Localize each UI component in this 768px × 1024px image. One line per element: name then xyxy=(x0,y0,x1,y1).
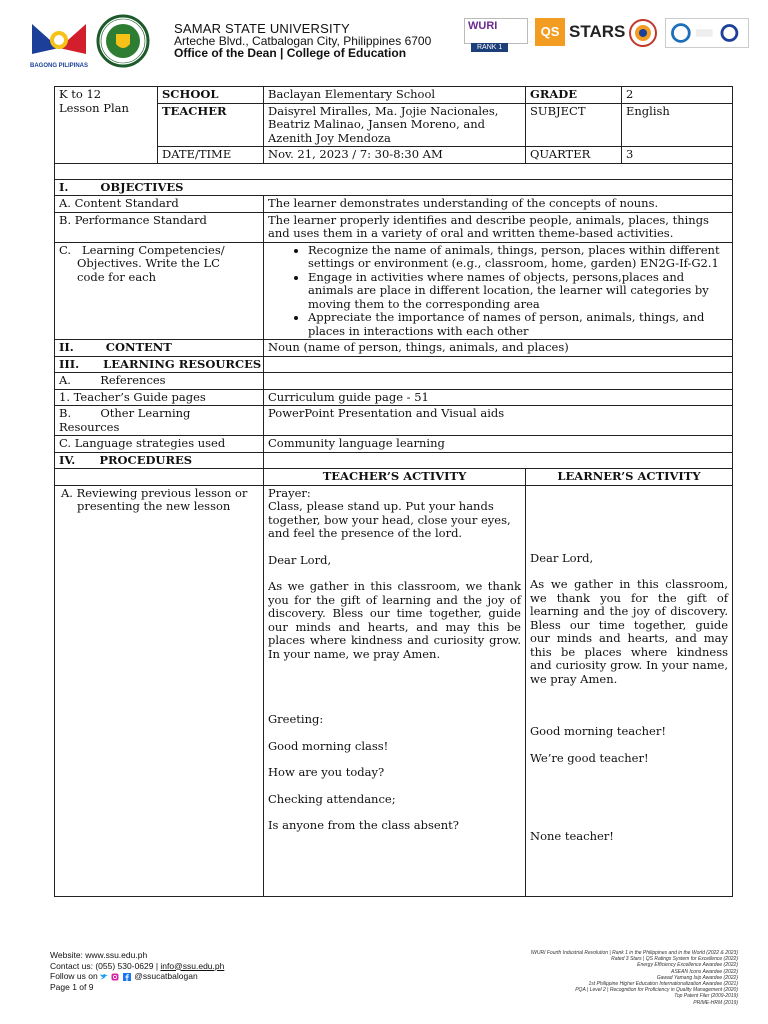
table-row xyxy=(55,485,733,896)
other-resources-label-line1: B. Other Learning xyxy=(59,406,191,420)
qs-stars-text: STARS xyxy=(569,22,626,41)
footer-follow: Follow us on xyxy=(50,971,98,981)
footer-handle[interactable]: @ssucatbalogan xyxy=(134,971,198,981)
instagram-icon[interactable] xyxy=(111,973,119,981)
step-a-label xyxy=(55,485,264,896)
list-item: • Engage in activities where names of objects, persons,places and animals are place in different location, the learner will categories by moving them to the corresponding area xyxy=(308,271,728,312)
wuri-logo: WURI xyxy=(468,20,498,32)
greeting-label: Greeting: xyxy=(268,712,324,726)
table-row xyxy=(55,242,733,340)
qs-logo: QS xyxy=(535,18,565,46)
award-seal-icon xyxy=(625,18,661,48)
table-row xyxy=(55,469,733,486)
references-label: A. References xyxy=(55,373,264,390)
table-row xyxy=(55,389,733,406)
list-item: • Appreciate the importance of names of person, animals, things, and places in interactions with each other xyxy=(308,311,728,338)
table-row xyxy=(55,212,733,242)
wuri-rank: RANK 1 xyxy=(471,43,508,52)
other-resources-label-line2: Resources xyxy=(59,419,120,434)
letterhead xyxy=(0,0,768,80)
footer-contact-line xyxy=(50,961,224,972)
qs-stars-badge xyxy=(535,18,626,46)
teachers-guide-value: Curriculum guide page - 51 xyxy=(264,389,733,406)
footer-email-link[interactable]: info@ssu.edu.ph xyxy=(160,960,225,971)
competencies-label-line2: Objectives. Write the LC xyxy=(77,256,220,270)
footer-phone: Contact us: (055) 530-0629 | xyxy=(50,960,161,971)
quarter-value: 3 xyxy=(622,147,733,164)
prayer-label: Prayer: xyxy=(268,485,311,500)
content-standard-value: The learner demonstrates understanding of the concepts of nouns. xyxy=(264,196,733,213)
resources-heading: III. LEARNING RESOURCES xyxy=(55,356,264,373)
office-name: Office of the Dean | College of Education xyxy=(174,46,407,60)
teacher-dear-lord: Dear Lord, xyxy=(268,552,332,567)
footer-contact xyxy=(50,950,224,992)
procedures-heading: IV. PROCEDURES xyxy=(55,452,264,469)
award-line: PRIME-HRM (2019) xyxy=(693,999,738,1006)
university-seal-icon xyxy=(96,14,150,68)
objectives-heading: I. OBJECTIVES xyxy=(55,179,733,196)
award-line: 1st Philippine Higher Education Internationalization Awardee (2021) xyxy=(588,981,738,988)
university-name: SAMAR STATE UNIVERSITY xyxy=(174,21,350,36)
table-row xyxy=(55,196,733,213)
table-row xyxy=(55,436,733,453)
award-line: Rated 3 Stars | QS Ratings System for Excellence (2022) xyxy=(611,956,738,963)
quarter-label: QUARTER xyxy=(526,147,622,164)
twitter-icon[interactable] xyxy=(100,973,108,981)
step-a-text: A. Reviewing previous lesson or presenting the new lesson xyxy=(61,485,248,513)
teacher-value: Daisyrel Miralles, Ma. Jojie Nacionales, Beatriz Malinao, Jansen Moreno, and Azenith Joy Mendoza xyxy=(264,103,526,147)
content-value: Noun (name of person, things, animals, and places) xyxy=(264,340,733,357)
table-row xyxy=(55,340,733,357)
learner-activity-cell xyxy=(526,485,733,896)
award-line: IWURI Fourth Industrial Revolution | Rank 1 in the Philippines and in the World (2022 & 2023) xyxy=(530,950,738,956)
language-strategies-label: C. Language strategies used xyxy=(55,436,264,453)
other-resources-label xyxy=(55,406,264,436)
learner-dear-lord: Dear Lord, xyxy=(530,550,594,565)
spacer-row xyxy=(55,163,733,179)
competencies-label xyxy=(55,242,264,340)
checking-attendance: Checking attendance; xyxy=(268,791,396,806)
university-address: Arteche Blvd., Catbalogan City, Philippines 6700 xyxy=(174,34,432,48)
prayer-instruction: Class, please stand up. Put your hands together, bow your head, close your eyes, and feel the presence of the lord. xyxy=(268,499,511,540)
empty-cell xyxy=(264,356,733,373)
performance-standard-value: The learner properly identifies and describe people, animals, places, things and uses them in a variety of oral and written theme-based activities. xyxy=(264,212,733,242)
award-line: PQA | Level 2 | Recognition for Proficiency in Quality Management (2020) xyxy=(575,987,738,994)
footer-website: Website: www.ssu.edu.ph xyxy=(50,950,148,960)
list-item: • Recognize the name of animals, things, person, places within different settings or environment (e.g., classroom, home, garden) EN2G-If-G2.1 xyxy=(308,244,728,271)
teachers-guide-label: 1. Teacher’s Guide pages xyxy=(55,389,264,406)
school-value: Baclayan Elementary School xyxy=(264,87,526,104)
award-line: Top Patent Filer (2009-2019) xyxy=(674,993,738,1000)
school-label: SCHOOL xyxy=(158,87,264,104)
how-are-you: How are you today? xyxy=(268,765,385,779)
wuri-badge xyxy=(464,18,528,51)
table-row xyxy=(55,87,733,104)
datetime-value: Nov. 21, 2023 / 7: 30-8:30 AM xyxy=(264,147,526,164)
empty-cell xyxy=(55,469,264,486)
bagong-pilipinas-logo xyxy=(28,18,90,70)
table-row xyxy=(55,373,733,390)
content-heading: II. CONTENT xyxy=(55,340,264,357)
subject-label: SUBJECT xyxy=(526,103,622,147)
competencies-label-line1: C. Learning Competencies/ xyxy=(59,242,225,257)
competencies-label-line3: code for each xyxy=(77,269,157,284)
learner-good: We’re good teacher! xyxy=(530,750,649,765)
learner-activity-header: LEARNER’S ACTIVITY xyxy=(526,469,733,486)
certification-logos-icon xyxy=(665,18,749,48)
other-resources-value: PowerPoint Presentation and Visual aids xyxy=(264,406,733,436)
learner-prayer-body: As we gather in this classroom, we thank you for the gift of learning and the joy of discovery. Bless our time together, guide our minds and hearts, and may this be places where kindness and curiosity grow. In your name, we pray Amen. xyxy=(530,577,728,686)
lesson-plan-table xyxy=(54,86,733,897)
seal-text: BAGONG PILIPINAS xyxy=(29,63,89,69)
performance-standard-label: B. Performance Standard xyxy=(55,212,264,242)
language-strategies-value: Community language learning xyxy=(264,436,733,453)
table-row xyxy=(55,179,733,196)
footer-follow-line xyxy=(50,971,224,982)
empty-cell xyxy=(264,452,733,469)
teacher-label: TEACHER xyxy=(158,103,264,147)
award-line: Gawad Yamang Isip Awardee (2022) xyxy=(656,974,738,981)
footer-page-number: Page 1 of 9 xyxy=(50,981,94,992)
table-row xyxy=(55,452,733,469)
table-row xyxy=(55,356,733,373)
teacher-good-morning: Good morning class! xyxy=(268,738,389,753)
table-row xyxy=(55,406,733,436)
learner-none: None teacher! xyxy=(530,829,614,843)
content-standard-label: A. Content Standard xyxy=(55,196,264,213)
subject-value: English xyxy=(622,103,733,147)
footer-awards xyxy=(438,950,738,1006)
learner-good-morning: Good morning teacher! xyxy=(530,724,666,738)
k12-label: K to 12 xyxy=(59,87,102,101)
grade-value: 2 xyxy=(622,87,733,104)
award-line: ASEAN Icons Awardee (2022) xyxy=(671,968,738,975)
lesson-plan-title-cell xyxy=(55,87,158,164)
teacher-activity-cell xyxy=(264,485,526,896)
competencies-list xyxy=(268,244,728,339)
teacher-activity-header: TEACHER’S ACTIVITY xyxy=(264,469,526,486)
facebook-icon[interactable] xyxy=(123,973,131,981)
award-line: Energy Efficiency Excellence Awardee (2022) xyxy=(637,962,738,969)
datetime-label: DATE/TIME xyxy=(158,147,264,164)
competencies-list-cell xyxy=(264,242,733,340)
lesson-plan-label: Lesson Plan xyxy=(59,100,129,115)
empty-cell xyxy=(264,373,733,390)
grade-label: GRADE xyxy=(526,87,622,104)
teacher-prayer-body: As we gather in this classroom, we thank you for the gift of learning and the joy of discovery. Bless our time together, guide our minds and hearts, and may this be places where kindness and curiosity grow. In your name, we pray Amen. xyxy=(268,579,521,661)
anyone-absent: Is anyone from the class absent? xyxy=(268,818,459,832)
